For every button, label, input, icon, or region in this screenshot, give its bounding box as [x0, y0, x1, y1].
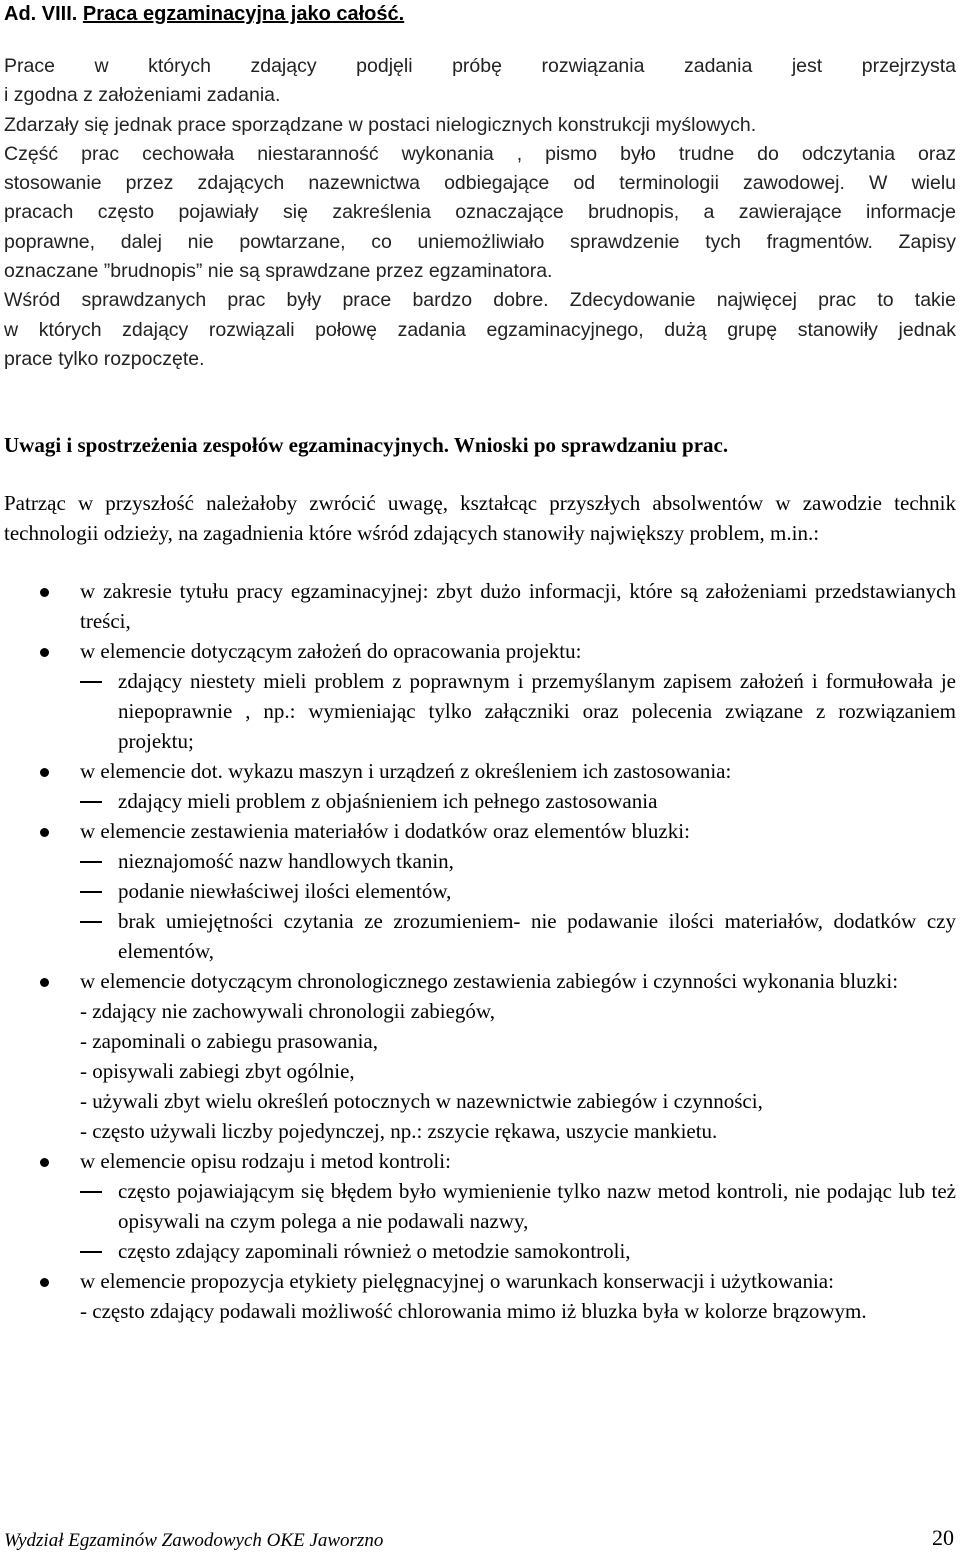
plain-sub-item: - opisywali zabiegi zbyt ogólnie, [80, 1059, 355, 1083]
bullet-icon [40, 1158, 49, 1167]
dash-icon [80, 891, 102, 893]
list-item [4, 636, 956, 756]
intro-line: pracach często pojawiały się zakreślenia oznaczające brudnopis, a zawierające informacje [4, 201, 956, 224]
dash-icon [80, 1191, 102, 1193]
sub-item-text: zdający niestety mieli problem z poprawnym i przemyślanym zapisem założeń i formułowała je niepoprawnie , np.: wymieniając tylko załączniki oraz polecenia związane z rozwiązaniem projektu; [118, 669, 956, 753]
bullet-icon [40, 828, 49, 837]
intro-line: stosowanie przez zdających nazewnictwa odbiegające od terminologii zawodowej. W wielu [4, 172, 956, 195]
sub-item [80, 906, 956, 966]
sub-item [80, 1236, 956, 1266]
issues-list [4, 576, 956, 1326]
bullet-icon [40, 648, 49, 657]
intro-line: prace tylko rozpoczęte. [4, 347, 205, 370]
plain-sub-item: - zapominali o zabiegu prasowania, [80, 1029, 378, 1053]
sub-item-text: nieznajomość nazw handlowych tkanin, [118, 849, 454, 873]
plain-sub-item: - używali zbyt wielu określeń potocznych w nazewnictwie zabiegów i czynności, [80, 1089, 763, 1113]
list-item [4, 816, 956, 966]
sub-item [80, 786, 956, 816]
list-item [4, 576, 956, 636]
list-item [4, 1146, 956, 1266]
bullet-icon [40, 978, 49, 987]
sub-item [80, 1176, 956, 1236]
conclusion-intro: Patrząc w przyszłość należałoby zwrócić uwagę, kształcąc przyszłych absolwentów w zawodzie technik technologii odzieży, na zagadnienia które wśród zdających stanowiły największy problem, m.in.: [4, 491, 956, 545]
page-number: 20 [932, 1525, 954, 1550]
list-item [4, 1266, 956, 1326]
bullet-icon [40, 1278, 49, 1287]
intro-line: poprawne, dalej nie powtarzane, co uniemożliwiało sprawdzenie tych fragmentów. Zapisy [4, 230, 956, 253]
list-item-text: w elemencie opisu rodzaju i metod kontroli: [80, 1149, 451, 1173]
sub-item [80, 666, 956, 756]
intro-line: Część prac cechowała niestaranność wykonania , pismo było trudne do odczytania oraz [4, 142, 956, 165]
list-item [4, 756, 956, 816]
sub-item-text: często pojawiającym się błędem było wymienienie tylko nazw metod kontroli, nie podając lub też opisywali na czym polega a nie podawali nazwy, [118, 1179, 956, 1233]
bullet-icon [40, 768, 49, 777]
plain-sub-item: - zdający nie zachowywali chronologii zabiegów, [80, 999, 495, 1023]
list-item-text: w zakresie tytułu pracy egzaminacyjnej: zbyt dużo informacji, które są założeniami przedstawianych treści, [80, 579, 956, 633]
heading-prefix: Ad. VIII. [4, 3, 83, 25]
page-heading [4, 2, 404, 26]
sub-item-text: brak umiejętności czytania ze zrozumieniem- nie podawanie ilości materiałów, dodatków czy elementów, [118, 909, 956, 963]
plain-sub-item: - często używali liczby pojedynczej, np.: zszycie rękawa, uszycie mankietu. [80, 1119, 718, 1143]
intro-line: w których zdający rozwiązali połowę zadania egzaminacyjnego, dużą grupę stanowiły jednak [4, 318, 956, 341]
heading-title: Praca egzaminacyjna jako całość. [82, 3, 405, 25]
sub-item-text: często zdający zapominali również o metodzie samokontroli, [118, 1239, 631, 1263]
bullet-icon [40, 588, 49, 597]
list-item-text: w elemencie dotyczącym założeń do opracowania projektu: [80, 639, 582, 663]
intro-line: Prace w których zdający podjęli próbę rozwiązania zadania jest przejrzysta [4, 55, 956, 77]
dash-icon [80, 921, 102, 923]
intro-line: i zgodna z założeniami zadania. [4, 84, 281, 107]
list-item-text: w elemencie zestawienia materiałów i dodatków oraz elementów bluzki: [80, 819, 690, 843]
sub-item [80, 846, 956, 876]
dash-icon [80, 1251, 102, 1253]
intro-paragraph [4, 52, 956, 374]
dash-icon [80, 681, 102, 683]
plain-sub-item: - często zdający podawali możliwość chlorowania mimo iż bluzka była w kolorze brązowym. [80, 1299, 867, 1323]
sub-item-text: podanie niewłaściwej ilości elementów, [118, 879, 452, 903]
sub-item-text: zdający mieli problem z objaśnieniem ich pełnego zastosowania [118, 789, 658, 813]
dash-icon [80, 801, 102, 803]
footer-institution: Wydział Egzaminów Zawodowych OKE Jaworzno [4, 1530, 384, 1551]
section-title: Uwagi i spostrzeżenia zespołów egzaminacyjnych. Wnioski po sprawdzaniu prac. [4, 433, 729, 457]
list-item-text: w elemencie dot. wykazu maszyn i urządzeń z określeniem ich zastosowania: [80, 759, 732, 783]
list-item-text: w elemencie dotyczącym chronologicznego zestawienia zabiegów i czynności wykonania bluzki: [80, 969, 899, 993]
list-item-text: w elemencie propozycja etykiety pielęgnacyjnej o warunkach konserwacji i użytkowania: [80, 1269, 834, 1293]
intro-line: oznaczane ”brudnopis” nie są sprawdzane przez egzaminatora. [4, 260, 553, 283]
sub-item [80, 876, 956, 906]
intro-line: Wśród sprawdzanych prac były prace bardzo dobre. Zdecydowanie najwięcej prac to takie [4, 289, 956, 312]
list-item [4, 966, 956, 1146]
dash-icon [80, 861, 102, 863]
intro-line: Zdarzały się jednak prace sporządzane w postaci nielogicznych konstrukcji myślowych. [4, 113, 757, 136]
